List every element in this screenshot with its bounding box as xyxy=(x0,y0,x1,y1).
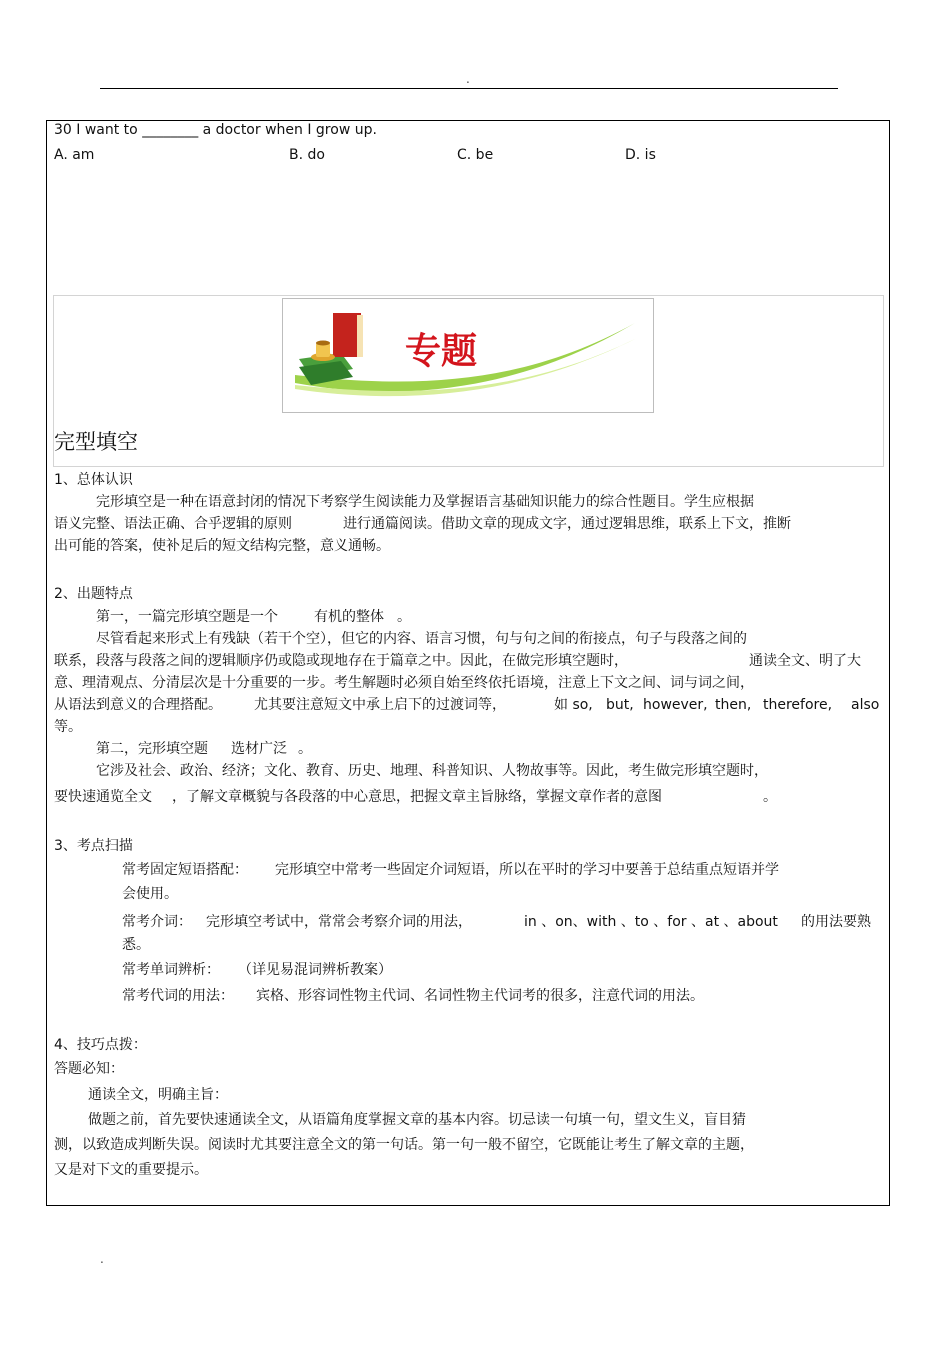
banner-image-text: 专题 xyxy=(405,330,478,372)
s3-item-2a: 常考介词： xyxy=(122,914,192,930)
section-1-heading: 1、总体认识 xyxy=(54,472,133,488)
s2-line-4g: therefore, xyxy=(763,697,833,713)
header-dot: . xyxy=(466,72,470,86)
s2-first-b: 有机的整体 xyxy=(314,609,384,625)
section-3-heading: 3、考点扫描 xyxy=(54,838,133,854)
s3-item-4a: 常考代词的用法： xyxy=(122,988,234,1004)
s3-item-1c: 会使用。 xyxy=(122,886,178,902)
footer-dot: . xyxy=(100,1252,104,1266)
page-title: 完型填空 xyxy=(54,430,138,454)
s3-item-3b: （详见易混词辨析教案） xyxy=(238,962,392,978)
s2-line-4c: 如 so, xyxy=(554,697,593,713)
s1-line-3: 出可能的答案，使补足后的短文结构完整，意义通畅。 xyxy=(54,538,390,554)
s3-item-2c: in 、on、with 、to 、for 、at 、about xyxy=(524,914,778,930)
s3-item-3a: 常考单词辨析： xyxy=(122,962,220,978)
option-b: B. do xyxy=(289,147,325,163)
s2-line-7c: 。 xyxy=(763,789,777,805)
s3-item-2d: 的用法要熟 xyxy=(801,914,871,930)
s2-line-4e: however, xyxy=(643,697,708,713)
s3-item-2b: 完形填空考试中，常常会考察介词的用法， xyxy=(206,914,472,930)
question-text: 30 I want to ________ a doctor when I grow up. xyxy=(54,122,377,138)
book-swoosh-illustration xyxy=(283,299,653,412)
s3-item-2e: 悉。 xyxy=(122,937,150,953)
option-c: C. be xyxy=(457,147,494,163)
s2-line-7b: ，了解文章概貌与各段落的中心意思，把握文章主旨脉络，掌握文章作者的意图 xyxy=(172,789,662,805)
header-rule xyxy=(100,88,838,89)
s2-second-a: 第二，完形填空题 xyxy=(96,741,208,757)
s2-second-b: 选材广泛 xyxy=(231,741,287,757)
s2-second-c: 。 xyxy=(298,741,312,757)
s2-line-6: 它涉及社会、政治、经济；文化、教育、历史、地理、科普知识、人物故事等。因此，考生做完形填空题时， xyxy=(96,763,768,779)
s2-line-1: 尽管看起来形式上有残缺（若干个空），但它的内容、语言习惯，句与句之间的衔接点，句子与段落之间的 xyxy=(96,631,747,647)
section-2-heading: 2、出题特点 xyxy=(54,586,133,602)
s4-line-2: 测，以致造成判断失误。阅读时尤其要注意全文的第一句话。第一句一般不留空，它既能让考生了解文章的主题， xyxy=(54,1137,754,1153)
s4-subheading: 答题必知： xyxy=(54,1061,124,1077)
s2-line-5: 等。 xyxy=(54,719,82,735)
s4-line-1: 做题之前，首先要快速通读全文，从语篇角度掌握文章的基本内容。切忌读一句填一句，望文生义，盲目猜 xyxy=(88,1112,746,1128)
s2-line-4a: 从语法到意义的合理搭配。 xyxy=(54,697,222,713)
s2-line-4d: but, xyxy=(606,697,634,713)
option-a: A. am xyxy=(54,147,95,163)
s2-line-2b: 通读全文、明了大 xyxy=(749,653,861,669)
s2-line-4b: 尤其要注意短文中承上启下的过渡词等， xyxy=(254,697,506,713)
s4-tip-title: 通读全文，明确主旨： xyxy=(88,1087,228,1103)
s2-line-4h: also xyxy=(851,697,880,713)
option-d: D. is xyxy=(625,147,656,163)
section-4-heading: 4、技巧点拨： xyxy=(54,1037,147,1053)
banner-image xyxy=(282,298,654,413)
s1-line-1: 完形填空是一种在语意封闭的情况下考察学生阅读能力及掌握语言基础知识能力的综合性题目。学生应根据 xyxy=(96,494,754,510)
s1-line-2a: 语义完整、语法正确、合乎逻辑的原则 xyxy=(54,516,292,532)
s2-first-a: 第一，一篇完形填空题是一个 xyxy=(96,609,278,625)
s2-line-2a: 联系，段落与段落之间的逻辑顺序仍或隐或现地存在于篇章之中。因此，在做完形填空题时， xyxy=(54,653,628,669)
s2-line-7a: 要快速通览全文 xyxy=(54,789,152,805)
s1-line-2b: 进行通篇阅读。借助文章的现成文字，通过逻辑思维，联系上下文，推断 xyxy=(343,516,791,532)
s2-line-3: 意、理清观点、分清层次是十分重要的一步。考生解题时必须自始至终依托语境，注意上下文之间、词与词之间， xyxy=(54,675,754,691)
s2-line-4f: then, xyxy=(715,697,752,713)
s2-first-c: 。 xyxy=(397,609,411,625)
s4-line-3: 又是对下文的重要提示。 xyxy=(54,1162,208,1178)
s3-item-1a: 常考固定短语搭配： xyxy=(122,862,248,878)
s3-item-1b: 完形填空中常考一些固定介词短语，所以在平时的学习中要善于总结重点短语并学 xyxy=(275,862,779,878)
s3-item-4b: 宾格、形容词性物主代词、名词性物主代词考的很多，注意代词的用法。 xyxy=(256,988,704,1004)
